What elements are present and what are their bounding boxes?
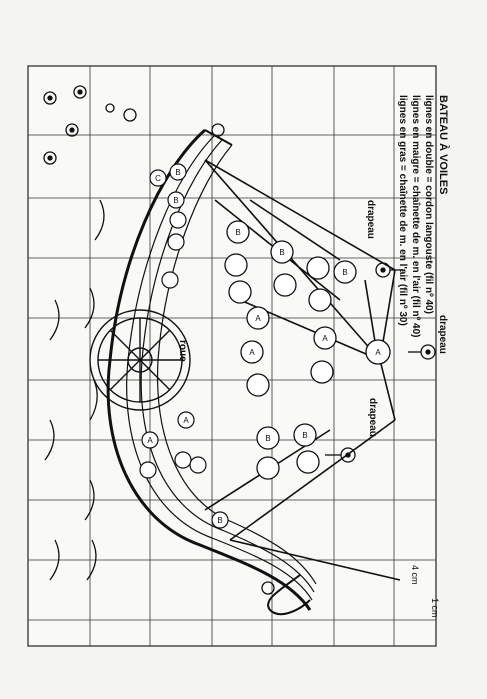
motif-letter: A <box>255 314 261 323</box>
motif-letter: B <box>342 268 348 277</box>
legend-line-1: lignes en double = cordon langouste (fil nº 40) <box>423 95 434 314</box>
drapeau-label-2: drapeau <box>437 315 448 354</box>
wheel-roue <box>90 310 190 410</box>
motif-letter: B <box>217 516 223 525</box>
legend-block <box>397 95 450 338</box>
motif-letter: B <box>173 196 179 205</box>
motif-letter: A <box>183 416 189 425</box>
motif-letter: C <box>155 174 161 183</box>
legend-title: BATEAU À VOILES <box>437 95 449 195</box>
motif-letter: B <box>302 431 308 440</box>
legend-line-3: lignes en gras = chaînette de m. en l'air (fil nº 30) <box>397 95 408 326</box>
motif-letter: B <box>175 168 181 177</box>
drapeau-label-1: drapeau <box>365 200 376 239</box>
motif-letter: B <box>235 228 241 237</box>
motif-letter: A <box>322 334 328 343</box>
motif-letter: A <box>375 348 381 357</box>
scale-label: 4 cm <box>410 565 420 585</box>
scale-small-label: 1 cm <box>430 598 440 618</box>
motif-letter: B <box>279 248 285 257</box>
legend-line-2: lignes en maigre = chaînette de m. en l'air (fil nº 40) <box>410 95 421 338</box>
motif-letter: B <box>265 434 271 443</box>
roue-label: roue <box>177 340 188 362</box>
motif-letter: A <box>147 436 153 445</box>
motif-letter: A <box>249 348 255 357</box>
drapeau-label-3: drapeau <box>367 398 378 437</box>
